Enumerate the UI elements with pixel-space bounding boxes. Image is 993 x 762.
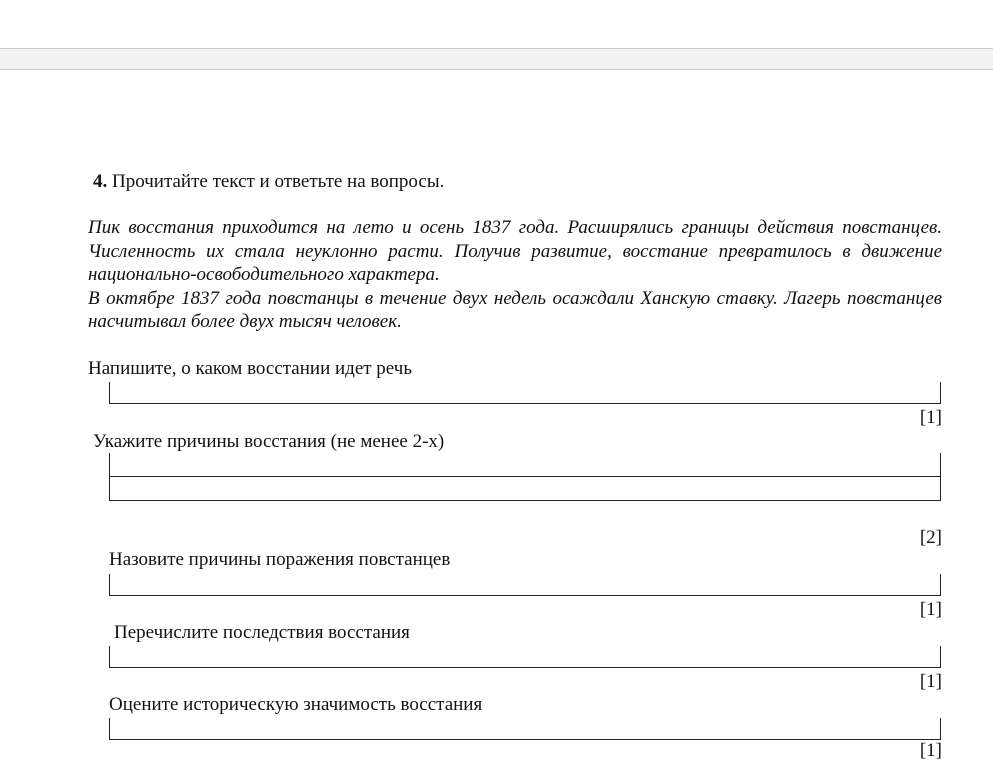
question-2-mark: [2] (919, 527, 942, 548)
answer-field-2-line-2[interactable] (109, 477, 941, 501)
answer-field-5[interactable] (109, 718, 941, 740)
question-5-text: Оцените историческую значимость восстания (109, 694, 483, 715)
task-heading (93, 171, 444, 193)
question-5-mark: [1] (919, 740, 942, 761)
question-1-text: Напишите, о каком восстании идет речь (88, 358, 412, 379)
question-2-text: Укажите причины восстания (не менее 2-х) (93, 431, 445, 452)
question-4-text: Перечислите последствия восстания (114, 622, 410, 643)
passage-paragraph-1: Пик восстания приходится на лето и осень 1837 года. Расширялись границы действия повстанцев. Численность их стала неуклонно расти. Получив развитие, восстание превратилось в движение национально-освободительного характера. (88, 217, 942, 285)
passage-paragraph-2: В октябре 1837 года повстанцы в течение двух недель осаждали Ханскую ставку. Лагерь повстанцев насчитывал более двух тысяч человек. (88, 287, 942, 332)
answer-field-1[interactable] (109, 382, 941, 404)
viewer-toolbar-strip (0, 48, 993, 70)
source-passage (88, 216, 942, 334)
question-3-text: Назовите причины поражения повстанцев (109, 549, 451, 570)
question-4-mark: [1] (919, 671, 942, 692)
question-1-mark: [1] (919, 407, 942, 428)
answer-field-4[interactable] (109, 646, 941, 668)
question-3-mark: [1] (919, 599, 942, 620)
answer-field-2[interactable] (109, 453, 941, 501)
answer-field-2-line-1[interactable] (109, 453, 941, 477)
answer-field-3[interactable] (109, 574, 941, 596)
task-number: 4. (93, 171, 108, 192)
task-instruction: Прочитайте текст и ответьте на вопросы. (112, 171, 445, 192)
